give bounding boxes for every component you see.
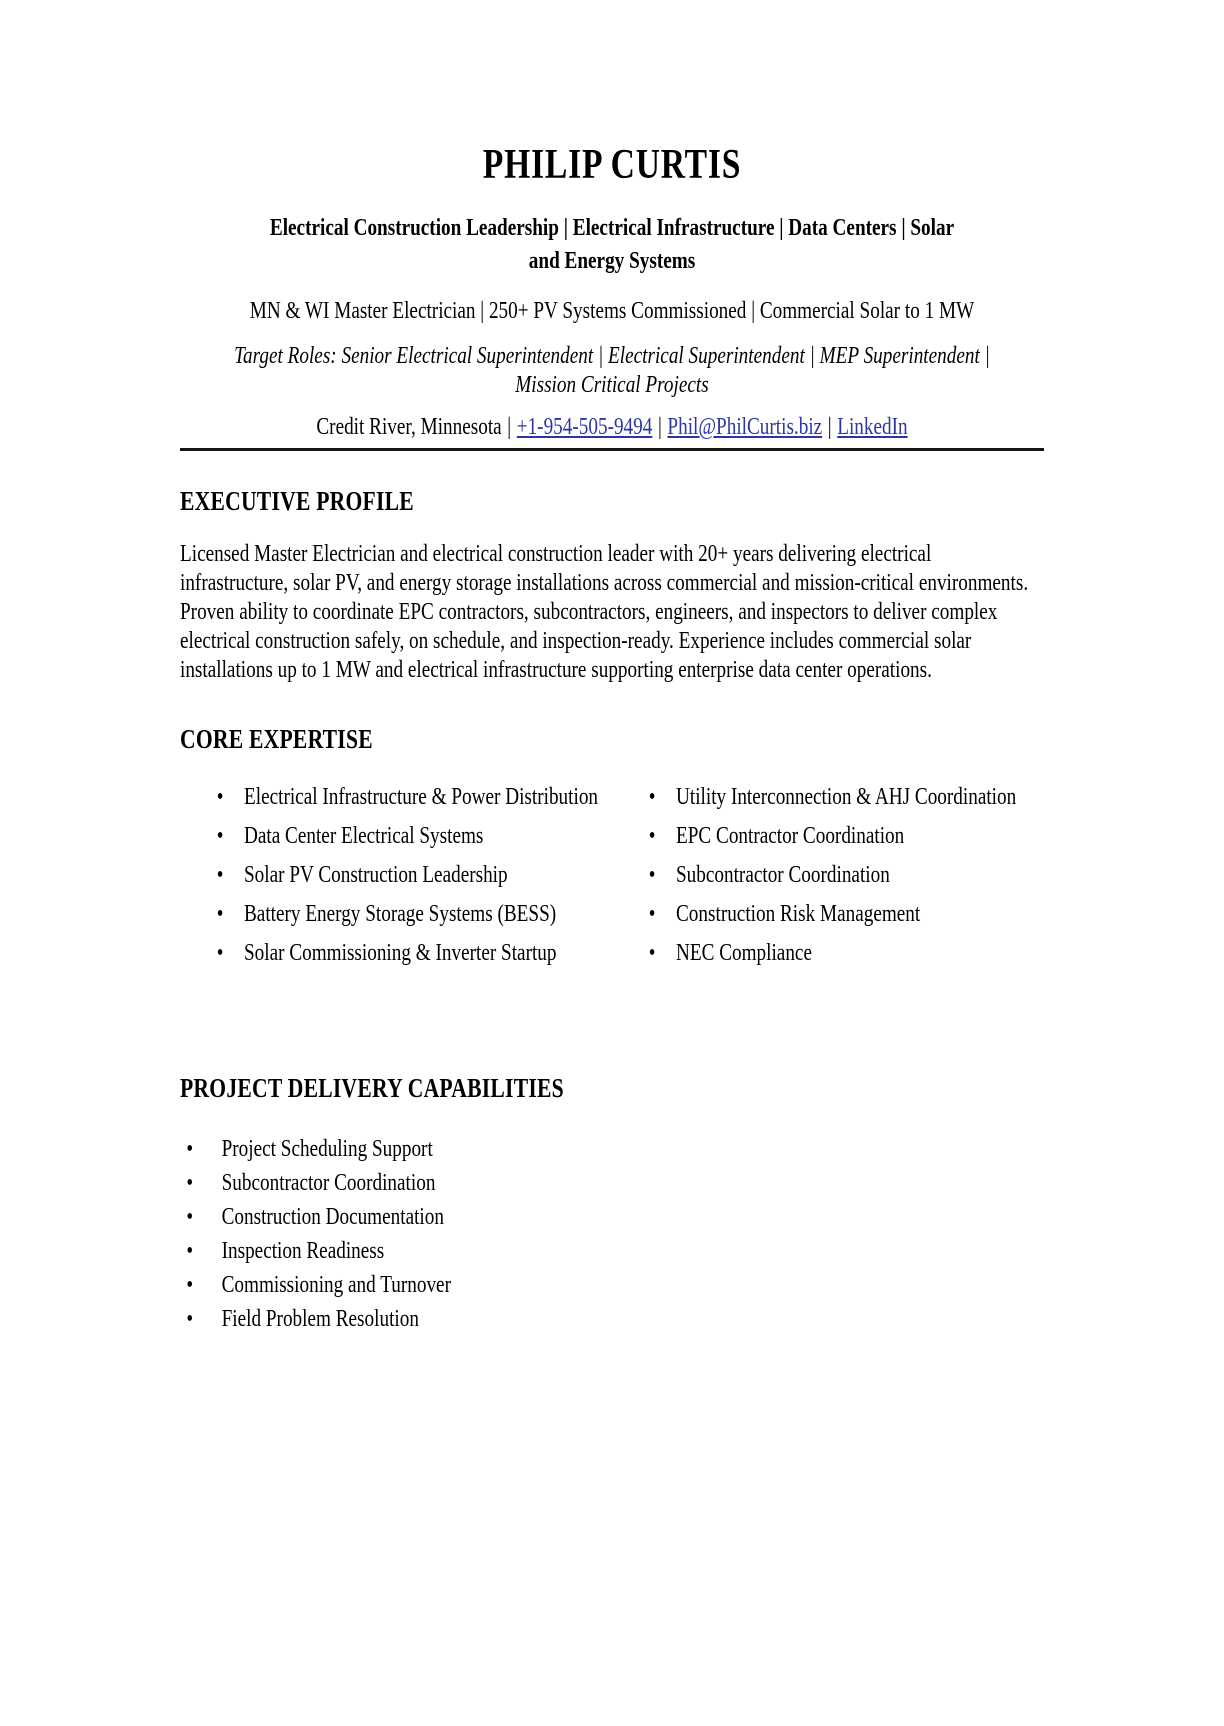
core-expertise-right-list [612,780,1044,975]
section-heading-core-expertise: CORE EXPERTISE [180,724,373,754]
resume-page [0,142,1224,1726]
list-item: • Inspection Readiness [180,1234,1044,1268]
list-item: • Subcontractor Coordination [612,858,1044,892]
page-title: PHILIP CURTIS [482,142,742,188]
resume-content [180,142,1044,1336]
list-item: • Data Center Electrical Systems [180,819,612,853]
list-item: • NEC Compliance [612,936,1044,970]
header-divider [180,448,1044,451]
contact-line [180,415,1044,439]
contact-location: Credit River, Minnesota [316,414,502,440]
target-roles-line-2: Mission Critical Projects [515,372,709,398]
section-heading-project-delivery: PROJECT DELIVERY CAPABILITIES [180,1073,564,1103]
list-item: • Project Scheduling Support [180,1132,1044,1166]
phone-link[interactable]: +1-954-505-9494 [516,414,653,440]
list-item: • Subcontractor Coordination [180,1166,1044,1200]
contact-separator: | [507,414,512,440]
list-item: • Commissioning and Turnover [180,1268,1044,1302]
target-roles [180,342,1044,400]
section-heading-executive-profile: EXECUTIVE PROFILE [180,486,414,516]
list-item: • EPC Contractor Coordination [612,819,1044,853]
list-item: • Field Problem Resolution [180,1302,1044,1336]
list-item: • Solar PV Construction Leadership [180,858,612,892]
headline-line-2: and Energy Systems [528,248,696,274]
core-expertise-left-list [180,780,612,975]
target-roles-line-1: Target Roles: Senior Electrical Superintendent | Electrical Superintendent | MEP Superintendent | [234,343,990,369]
credentials-line: MN & WI Master Electrician | 250+ PV Systems Commissioned | Commercial Solar to 1 MW [249,298,975,324]
contact-separator: | [657,414,662,440]
core-expertise-columns [180,780,1044,975]
project-delivery-list [180,1132,1044,1336]
list-item: • Construction Documentation [180,1200,1044,1234]
list-item: • Electrical Infrastructure & Power Distribution [180,780,612,814]
executive-profile-paragraph: Licensed Master Electrician and electrical construction leader with 20+ years delivering electrical infrastructure, solar PV, and energy storage installations across commercial and mission-critical environments. Proven ability to coordinate EPC contractors, subcontractors, engineers, and inspectors to deliver complex electrical construction safely, on schedule, and inspection-ready. Experience includes commercial solar installations up to 1 MW and electrical infrastructure supporting enterprise data center operations. [180,541,1029,683]
list-item: • Construction Risk Management [612,897,1044,931]
headline [180,212,1044,278]
list-item: • Solar Commissioning & Inverter Startup [180,936,612,970]
list-item: • Battery Energy Storage Systems (BESS) [180,897,612,931]
headline-line-1: Electrical Construction Leadership | Electrical Infrastructure | Data Centers | Solar [269,215,955,241]
email-link[interactable]: Phil@PhilCurtis.biz [667,414,823,440]
linkedin-link[interactable]: LinkedIn [837,414,908,440]
contact-separator: | [827,414,832,440]
list-item: • Utility Interconnection & AHJ Coordination [612,780,1044,814]
